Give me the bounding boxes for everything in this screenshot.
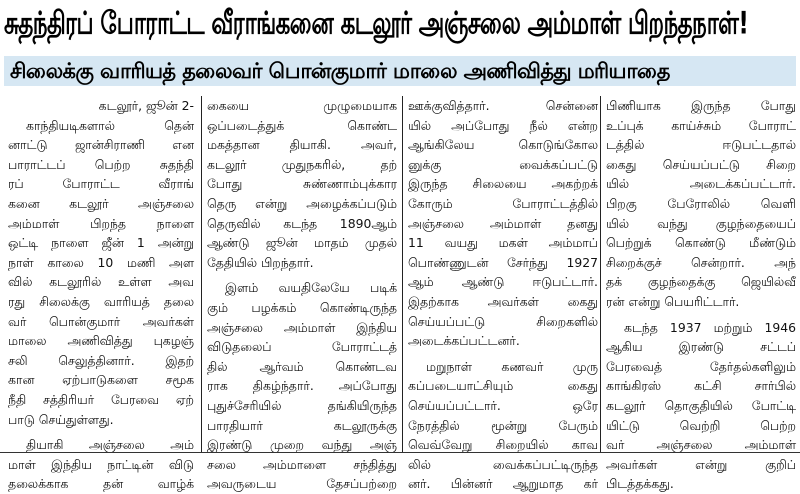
- article-text-line: பேரவைத் தேர்தல்களிலும்: [606, 358, 796, 374]
- article-text-line: யில் வந்து குழந்தையைப்: [606, 215, 796, 231]
- article-text-line: ஆங்கிலேய கொடுங்கோல: [408, 137, 598, 153]
- article-text-line: சலை அம்மாளை சந்தித்து: [207, 456, 397, 472]
- article-text-line: கையை முழுமையாக: [207, 98, 397, 113]
- article-text-line: னுக்கு வைக்கப்பட்டு: [408, 156, 598, 172]
- article-text-line: மறுநாள் கணவர் முரு: [426, 358, 598, 374]
- article-text-line: ரது சிலைக்கு வாரியத் தலை: [8, 293, 194, 309]
- article-text-line: வெவ்வேறு சிறையில் காவ: [408, 437, 598, 453]
- article-text-line: காந்தியடிகளால் தென்: [26, 117, 194, 133]
- article-text-line: ஒட்டி நாளை ஜீன் 1 அன்று: [8, 235, 194, 251]
- article-text-line: இருந்த சிலையை அகற்றக்: [408, 176, 598, 192]
- article-text-line: பிணியாக இருந்த போது: [606, 98, 796, 113]
- article-text-line: கோரும் போராட்டத்தில்: [408, 195, 598, 211]
- article-text-line: சலி செலுத்தினார். இதற்: [8, 352, 194, 368]
- article-text-line: பாராட்டப் பெற்ற சுதந்தி: [8, 156, 194, 172]
- subheadline-banner: சிலைக்கு வாரியத் தலைவர் பொன்குமார் மாலை அணிவித்து மரியாதை: [4, 56, 796, 86]
- article-text-line: புதுச்சேரியில் தங்கியிருந்த: [207, 397, 397, 413]
- article-text-line: மாலை அணிவித்து புகழஞ்: [8, 333, 194, 349]
- column-divider: [600, 96, 601, 452]
- article-text-line: 11 வயது மகள் அம்மாப்: [408, 235, 598, 251]
- article-text-line: விடுதலைப் போராட்டத்: [207, 339, 397, 355]
- article-text-line: காங்கிரஸ் கட்சி சார்பில்: [606, 378, 796, 394]
- article-text-line: மகத்தான தியாகி. அவர்,: [207, 137, 397, 153]
- article-text-line: கும் பழக்கம் கொண்டிருந்த: [207, 299, 397, 315]
- article-text-line: ஊக்குவித்தார். சென்னை: [408, 98, 598, 113]
- article-text-line: நாள் காலை 10 மணி அள: [8, 254, 194, 270]
- article-text-line: ரன் என்று பெயரிட்டார்.: [606, 293, 740, 309]
- article-text-line: பிடத்தக்கது.: [606, 476, 674, 492]
- article-text-line: அடைக்கப்பட்டனர்.: [408, 333, 520, 349]
- article-text-line: வர் பொன்குமார் அவர்கள்: [8, 313, 194, 329]
- article-text-line: பிறகு பேரோலில் வெளி: [606, 195, 796, 211]
- article-text-line: வில் கடலூரில் உள்ள அவ: [8, 274, 194, 290]
- article-text-line: செய்யப்பட்டார். ஒரே: [408, 397, 598, 413]
- article-text-line: தியாகி அஞ்சலை அம்: [26, 437, 194, 453]
- article-text-line: அஞ்சலை அம்மாள் இந்திய: [207, 319, 397, 335]
- article-text-line: பொண்ணுடன் சேர்ந்து 1927: [408, 254, 598, 270]
- article-text-line: நேரத்தில் மூன்று பேரும்: [408, 417, 598, 433]
- article-text-line: இரண்டு முறை வந்து அஞ்: [207, 437, 397, 453]
- article-text-line: பாடு செய்துள்ளது.: [8, 411, 114, 427]
- page-bottom-border: [0, 452, 800, 460]
- article-text-line: யில் அப்போது நீல் என்ற: [408, 117, 598, 133]
- article-text-line: தேதியில் பிறந்தார்.: [207, 254, 314, 270]
- headline: சுதந்திரப் போராட்ட வீராங்கனை கடலூர் அஞ்சலை அம்மாள் பிறந்தநாள்!: [4, 6, 749, 42]
- article-text-line: கடலூர், ஜூன் 2-: [98, 98, 194, 113]
- article-column-1: [8, 96, 194, 492]
- article-text-line: கடந்த 1937 மற்றும் 1946: [624, 319, 796, 335]
- article-text-line: கனை கடலூர் அஞ்சலை: [8, 195, 194, 211]
- article-text-line: கைது செய்யப்பட்டு சிறை: [606, 156, 796, 172]
- article-text-line: பாரதியார் கடலூருக்கு: [207, 417, 397, 433]
- article-text-line: தக் குழந்தைக்கு ஜெயில்வீ: [606, 274, 796, 290]
- article-text-line: ரப் போராட்ட வீராங்: [8, 176, 194, 192]
- article-text-line: கான ஏற்பாடுகளை சமூக: [8, 372, 194, 388]
- article-text-line: தெருவில் கடந்த 1890ஆம்: [207, 215, 397, 231]
- article-text-line: ஒப்படைத்துக் கொண்ட: [207, 117, 397, 133]
- article-text-line: லில் வைக்கப்பட்டிருந்த: [408, 456, 598, 472]
- article-text-line: தலைக்காக தன் வாழ்க்: [8, 476, 194, 492]
- article-column-4: [606, 96, 796, 492]
- article-text-line: ஆண்டு ஜூன் மாதம் முதல்: [207, 235, 397, 251]
- article-text-line: அம்மாள் பிறந்த நாளை: [8, 215, 194, 231]
- column-divider: [201, 96, 202, 452]
- article-text-line: தெரு என்று அழைக்கப்படும்: [207, 195, 397, 211]
- article-text-line: சிறைக்குச் சென்றார். அந்: [606, 254, 796, 270]
- article-column-3: [408, 96, 598, 492]
- article-text-line: இதற்காக அவர்கள் கைது: [408, 293, 598, 309]
- article-text-line: டத்தில் ஈடுபட்டதால்: [606, 137, 796, 153]
- article-column-2: [207, 96, 397, 492]
- article-text-line: னர். பின்னர் ஆறுமாத கர்: [408, 476, 598, 492]
- article-text-line: கடலூர் முதுநகரில், தற்: [207, 156, 397, 172]
- article-text-line: நீதி சத்திரியர் பேரவை ஏற்: [8, 391, 194, 407]
- article-text-line: உப்புக் காய்ச்சும் போராட்: [606, 117, 796, 133]
- article-text-line: தில் ஆர்வம் கொண்டவ: [207, 358, 397, 374]
- article-text-line: கடலூர் தொகுதியில் போட்டி: [606, 397, 796, 413]
- article-text-line: கப்படையாட்சியும் கைது: [408, 378, 598, 394]
- article-text-line: போது சுண்ணாம்புக்கார: [207, 176, 397, 192]
- article-text-line: ஆம் ஆண்டு ஈடுபட்டார்.: [408, 274, 598, 290]
- article-text-line: யில் அடைக்கப்பட்டார்.: [606, 176, 796, 192]
- column-divider: [402, 96, 403, 452]
- article-text-line: ஆகிய இரண்டு சட்டப்: [606, 339, 796, 355]
- article-text-line: ராக திகழ்ந்தார். அப்போது: [207, 378, 397, 394]
- article-text-line: இளம் வயதிலேயே படிக்: [225, 280, 397, 296]
- article-text-line: னாட்டு ஜான்சிராணி என: [8, 137, 194, 153]
- article-text-line: அவர்கள் என்று குறிப்: [606, 456, 796, 472]
- article-text-line: வர் அஞ்சலை அம்மாள்: [606, 437, 796, 453]
- article-text-line: மாள் இந்திய நாட்டின் விடு: [8, 456, 194, 472]
- article-text-line: யிட்டு வெற்றி பெற்ற: [606, 417, 796, 433]
- article-text-line: செய்யப்பட்டு சிறைகளில்: [408, 313, 598, 329]
- article-text-line: அவருடைய தேசப்பற்றை: [207, 476, 397, 492]
- article-text-line: பெற்றுக் கொண்டு மீண்டும்: [606, 235, 796, 251]
- article-text-line: அஞ்சலை அம்மாள் தனது: [408, 215, 598, 231]
